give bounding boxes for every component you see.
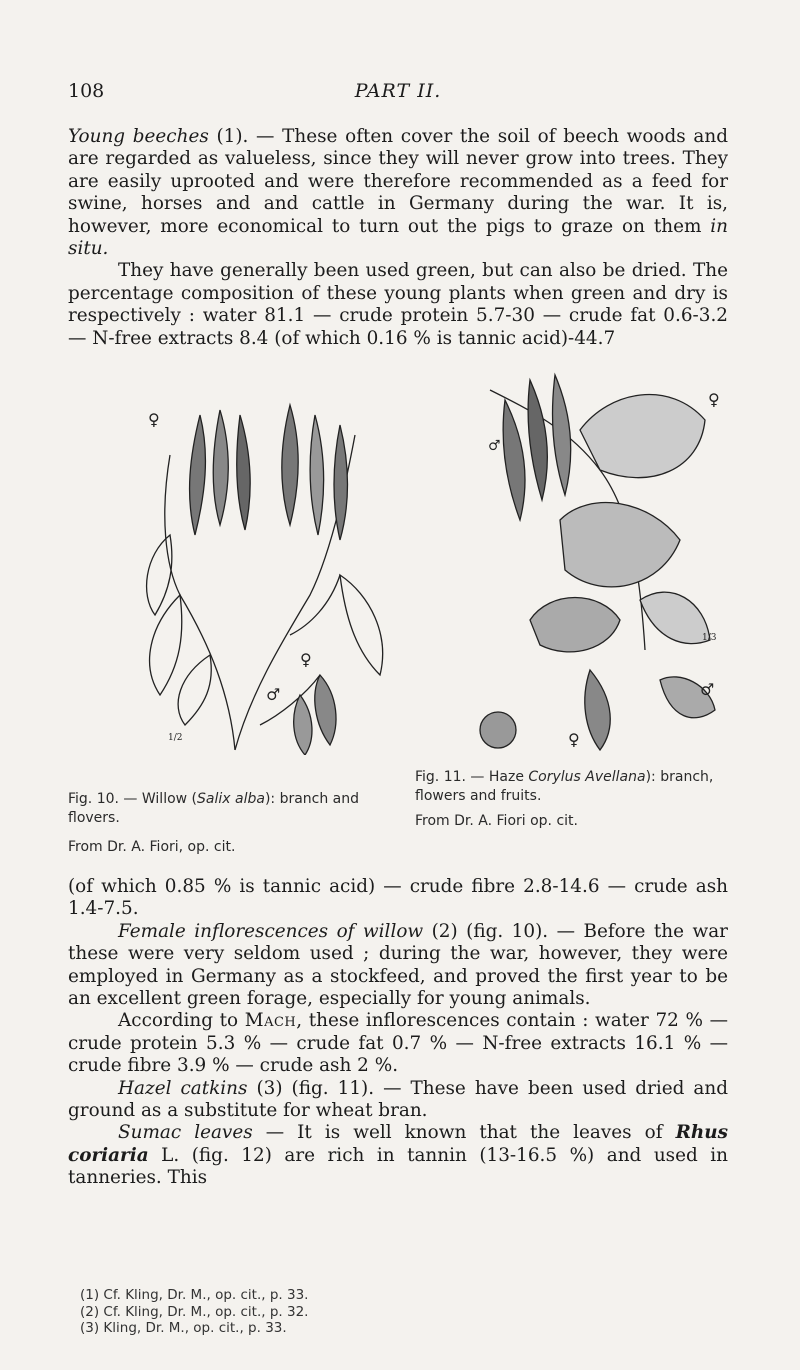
label-female-bottom: ♀ xyxy=(568,730,580,749)
label-male-top: ♂ xyxy=(488,438,501,454)
label-female-top: ♀ xyxy=(148,410,160,429)
label-female-mid: ♀ xyxy=(300,650,312,669)
paragraph-mach: According to Mach, these inflorescences contain : water 72 % — crude protein 5.3 % — crude fat 0.7 % — N-free extracts 16.1 % — crude fibre 3.9 % — crude ash 2 %. xyxy=(68,1010,728,1077)
running-title: PART II. xyxy=(354,80,442,102)
heading-hazel-catkins: Hazel catkins xyxy=(118,1077,248,1099)
footnote: (1) Cf. Kling, Dr. M., op. cit., p. 33. xyxy=(80,1287,309,1303)
heading-young-beeches: Young beeches xyxy=(68,126,209,147)
figure-10-caption: Fig. 10. — Willow (Salix alba): branch and flovers. From Dr. A. Fiori, op. cit. xyxy=(68,790,368,857)
label-scale: 1/2 xyxy=(168,733,183,743)
figure-10-credit: From Dr. A. Fiori, op. cit. xyxy=(68,839,236,855)
footnotes xyxy=(80,1287,680,1337)
paragraph-sumac-leaves: Sumac leaves — It is well known that the leaves of Rhus coriaria L. (fig. 12) are rich in tannin (13-16.5 %) and used in tanneries. This xyxy=(68,1122,728,1189)
heading-sumac-leaves: Sumac leaves xyxy=(118,1122,253,1144)
figure-11-illustration xyxy=(470,350,725,760)
top-text xyxy=(68,126,728,350)
figure-11-caption: Fig. 11. — Haze Corylus Avellana): branch, flowers and fruits. From Dr. A. Fiori op. cit. xyxy=(415,768,735,831)
paragraph-female-inflorescences: Female inflorescences of willow (2) (fig. 10). — Before the war these were very seldom used ; during the war, however, they were employed in Germany as a stockfeed, and proved the first year to be an excellent green forage, especially for young animals. xyxy=(68,920,728,1010)
label-male-bottom: ♂ xyxy=(700,680,715,699)
label-scale: 1/3 xyxy=(702,633,717,643)
label-female-top: ♀ xyxy=(708,390,720,409)
footnote: (2) Cf. Kling, Dr. M., op. cit., p. 32. xyxy=(80,1303,309,1320)
figure-11-credit: From Dr. A. Fiori op. cit. xyxy=(415,813,578,829)
footnote: (3) Kling, Dr. M., op. cit., p. 33. xyxy=(80,1320,287,1336)
figure-10-illustration xyxy=(140,395,400,755)
heading-female-inflorescences: Female inflorescences of willow xyxy=(118,920,424,942)
paragraph-composition: They have generally been used green, but can also be dried. The percentage composition of these young plants when green and dry is respectively : water 81.1 — crude protein 5.7-30 — crude fat 0.6-3.2 — N-free extracts 8.4 (of which 0.16 % is tannic acid)-44.7 xyxy=(68,260,728,349)
paragraph-hazel-catkins: Hazel catkins (3) (fig. 11). — These have been used dried and ground as a substitute for wheat bran. xyxy=(68,1077,729,1122)
lower-text xyxy=(68,876,728,1190)
paragraph-young-beeches: Young beeches (1). — These often cover the soil of beech woods and are regarded as valueless, since they will never grow into trees. They are easily uprooted and were therefore recommended as a feed for swine, horses and and cattle in Germany during the war. It is, however, more economical to turn out the pigs to graze on them in situ. xyxy=(68,126,728,260)
paragraph-continued: (of which 0.85 % is tannic acid) — crude fibre 2.8-14.6 — crude ash 1.4-7.5. xyxy=(68,876,728,920)
willow-branch-drawing xyxy=(140,395,400,755)
hazel-branch-drawing xyxy=(470,350,725,760)
label-male: ♂ xyxy=(266,685,281,704)
page-header xyxy=(68,80,728,110)
page-number: 108 xyxy=(68,80,105,102)
